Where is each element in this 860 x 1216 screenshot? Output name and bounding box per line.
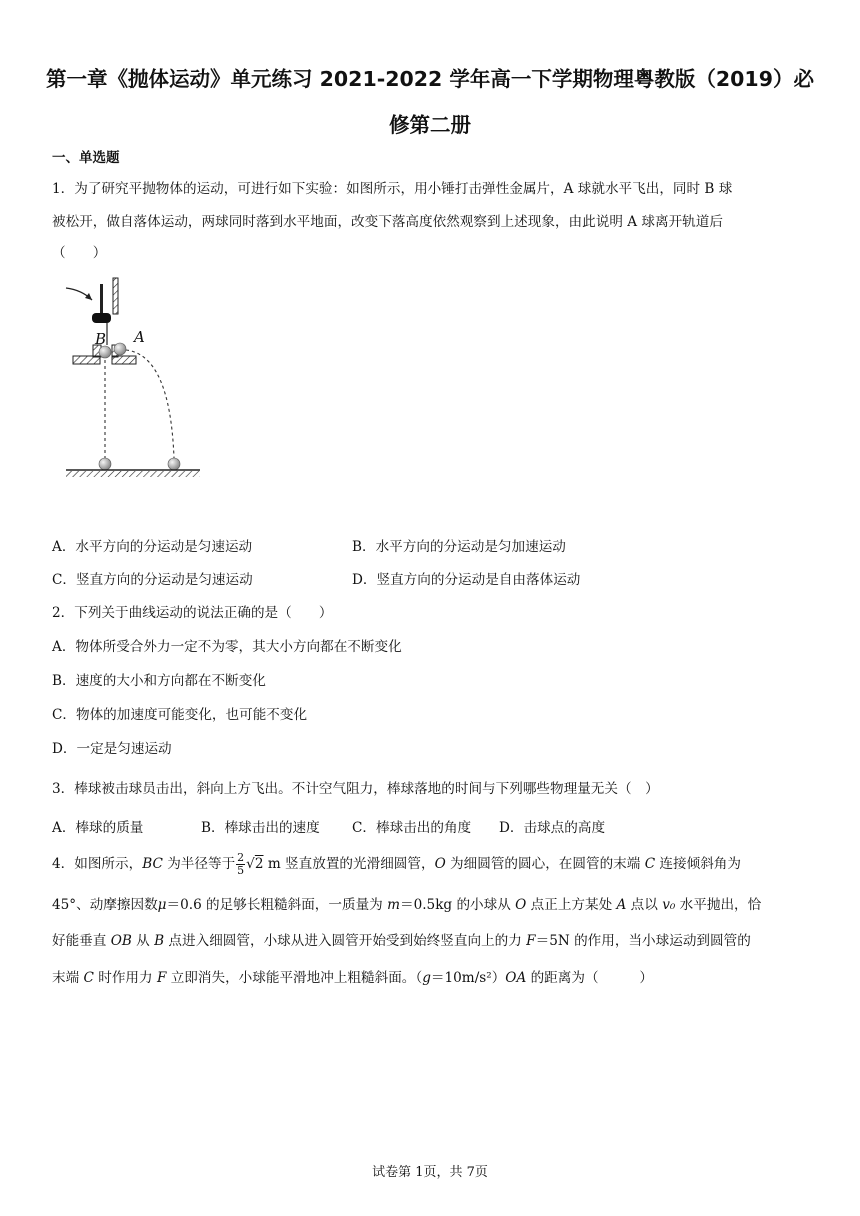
q4-stem-line-2: 45°、动摩擦因数μ＝0.6 的足够长粗糙斜面，一质量为 m＝0.5kg 的小球从 O 点正上方某处 A 点以 v₀ 水平抛出，恰 <box>52 897 762 913</box>
q1-experiment-figure <box>60 270 210 494</box>
q4-stem-line-3: 好能垂直 OB 从 B 点进入细圆管，小球从进入圆管开始受到始终竖直向上的力 F＝5N 的作用，当小球运动到圆管的 <box>52 933 751 949</box>
q1-stem-line-2: 被松开，做自落体运动，两球同时落到水平地面，改变下落高度依然观察到上述现象，由此说明 A 球离开轨道后 <box>52 214 723 230</box>
q3-stem: 3．棒球被击球员击出，斜向上方飞出。不计空气阻力，棒球落地的时间与下列哪些物理量无关（ ） <box>52 781 659 797</box>
label-b: B <box>95 330 107 348</box>
metal-plate <box>113 278 118 314</box>
q3-option-d[interactable]: D．击球点的高度 <box>499 820 606 836</box>
q2-option-c[interactable]: C．物体的加速度可能变化，也可能不变化 <box>52 707 308 723</box>
q2-option-b[interactable]: B．速度的大小和方向都在不断变化 <box>52 673 266 689</box>
q1-stem-line-1: 1．为了研究平抛物体的运动，可进行如下实验：如图所示，用小锤打击弹性金属片，A 球就水平飞出，同时 B 球 <box>52 181 733 197</box>
page-footer: 试卷第 1页，共 7页 <box>372 1165 488 1180</box>
q2-option-a[interactable]: A．物体所受合外力一定不为零，其大小方向都在不断变化 <box>52 639 402 655</box>
label-a: A <box>134 328 145 346</box>
q1-option-a[interactable]: A．水平方向的分运动是匀速运动 <box>52 539 253 555</box>
hammer-head <box>92 313 111 323</box>
section-heading: 一、单选题 <box>52 150 120 166</box>
page-title-line-2: 修第二册 <box>389 113 471 137</box>
q3-option-b[interactable]: B．棒球击出的速度 <box>201 820 320 836</box>
q1-option-c[interactable]: C．竖直方向的分运动是匀速运动 <box>52 572 253 588</box>
q1-option-d[interactable]: D．竖直方向的分运动是自由落体运动 <box>352 572 581 588</box>
page-title-line-1: 第一章《抛体运动》单元练习 2021-2022 学年高一下学期物理粤教版（2019）必 <box>46 67 814 91</box>
trajectory-a <box>126 350 174 458</box>
ball-a <box>114 343 126 355</box>
sqrt-symbol: √ <box>246 856 255 872</box>
fraction-two-fifths: $\frac{2}{5}$ <box>237 851 245 877</box>
q4-stem-line-4: 末端 C 时作用力 F 立即消失，小球能平滑地冲上粗糙斜面。（g＝10m/s²）OA 的距离为（ ） <box>52 970 653 986</box>
q2-option-d[interactable]: D．一定是匀速运动 <box>52 741 172 757</box>
q1-stem-line-3: （ ） <box>52 245 107 261</box>
q1-option-b[interactable]: B．水平方向的分运动是匀加速运动 <box>352 539 566 555</box>
hammer-handle <box>100 284 103 314</box>
q3-option-c[interactable]: C．棒球击出的角度 <box>352 820 472 836</box>
q4-stem-line-1: 4．如图所示，BC 为半径等于 $\frac{2}{5}$ √2 m 竖直放置的光滑细圆管，O 为细圆管的圆心，在圆管的末端 C 连接倾斜角为 <box>52 851 741 877</box>
q3-option-a[interactable]: A．棒球的质量 <box>52 820 144 836</box>
q2-stem: 2．下列关于曲线运动的说法正确的是（ ） <box>52 605 333 621</box>
